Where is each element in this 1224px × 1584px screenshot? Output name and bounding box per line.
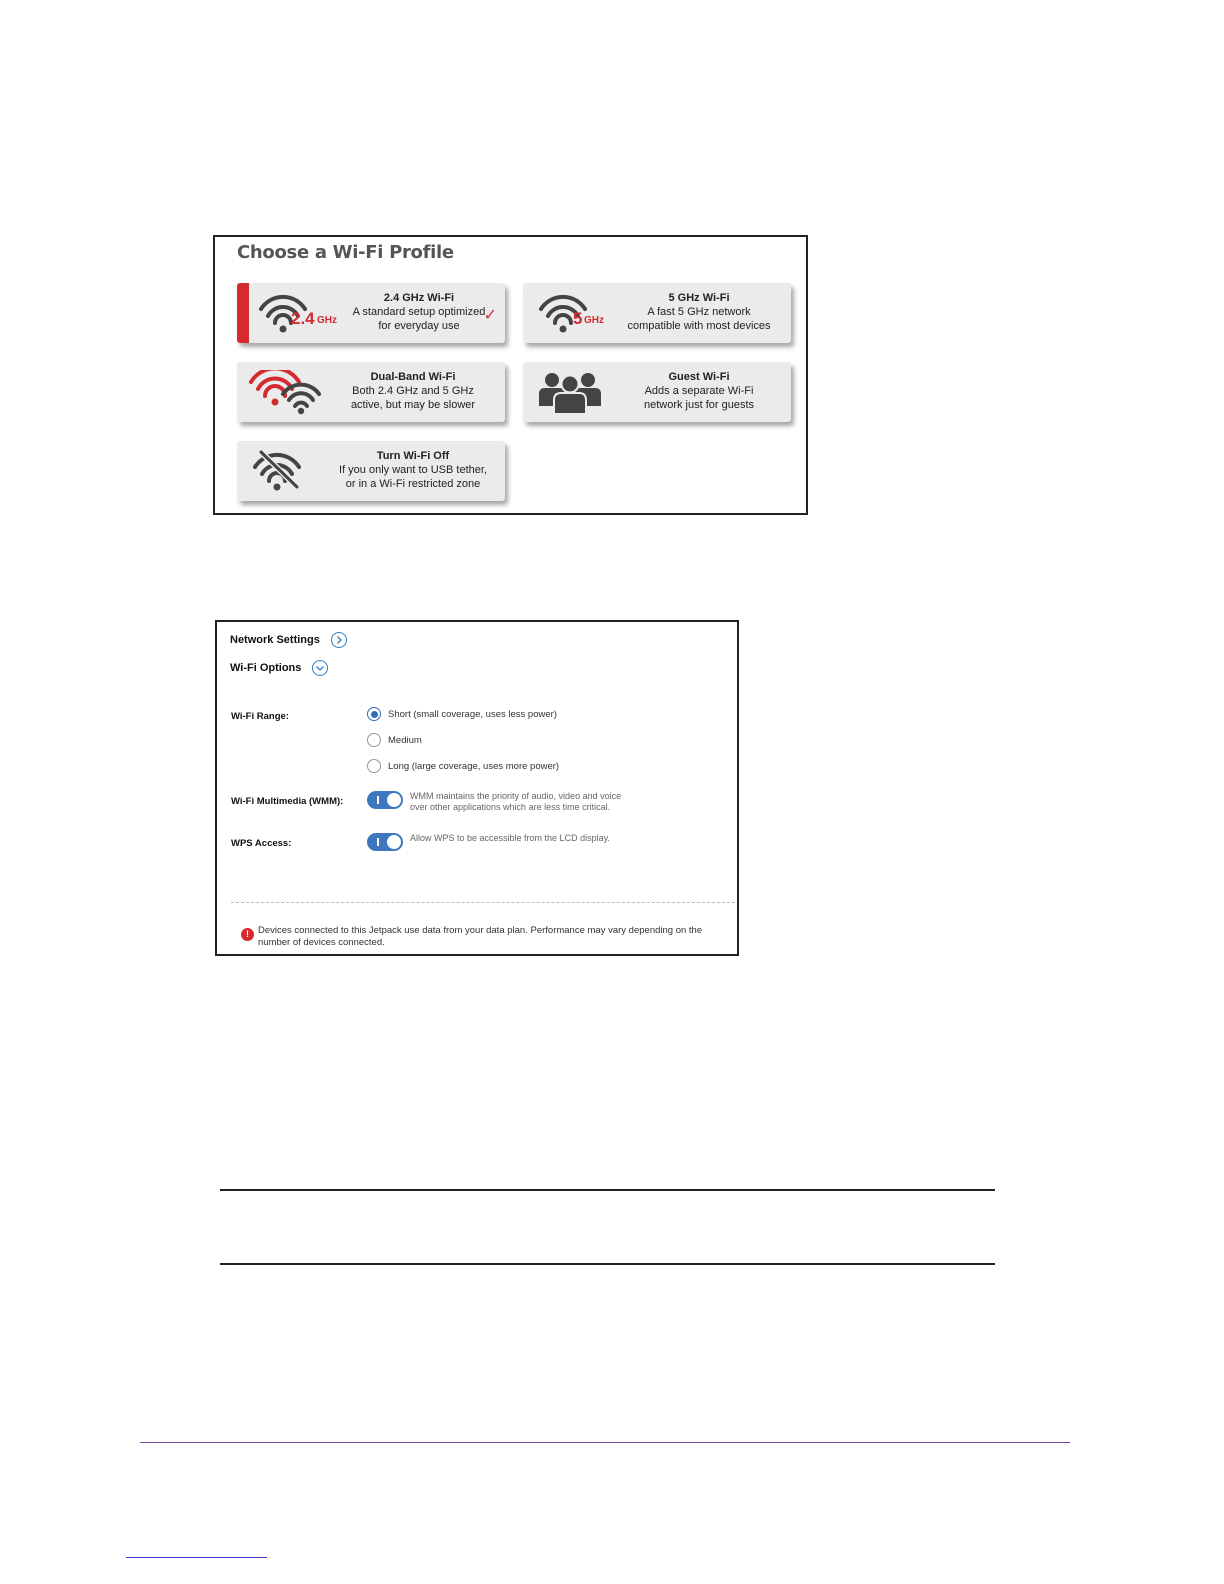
divider xyxy=(231,902,735,903)
data-usage-note: Devices connected to this Jetpack use data from your data plan. Performance may vary depending on the number of devices connected. xyxy=(258,925,703,948)
card-title: Guest Wi-Fi xyxy=(668,371,730,383)
wifi-2-4ghz-icon xyxy=(253,291,341,337)
card-title: Turn Wi-Fi Off xyxy=(376,450,450,462)
selected-check-icon: ✓ xyxy=(483,307,497,324)
wifi-off-icon xyxy=(247,449,335,495)
card-line1: A standard setup optimized xyxy=(352,306,486,318)
range-option-short[interactable] xyxy=(367,707,557,721)
profile-card-guest[interactable] xyxy=(523,362,791,422)
note-top-rule xyxy=(220,1189,995,1191)
guests-icon xyxy=(533,370,621,416)
card-title: Dual-Band Wi-Fi xyxy=(370,371,456,383)
card-line2: active, but may be slower xyxy=(350,399,476,411)
footer-link-underline xyxy=(126,1557,267,1558)
band-unit-5: GHz xyxy=(584,315,604,326)
wmm-toggle[interactable] xyxy=(367,791,403,809)
profile-panel-title: Choose a Wi-Fi Profile xyxy=(237,242,454,263)
range-medium-label: Medium xyxy=(388,734,422,746)
band-label-5: 5 xyxy=(573,309,583,328)
card-line1: Both 2.4 GHz and 5 GHz xyxy=(352,385,474,397)
radio-long[interactable] xyxy=(367,759,381,773)
range-option-long[interactable] xyxy=(367,759,559,773)
wifi-range-label: Wi-Fi Range: xyxy=(231,711,289,722)
wps-label: WPS Access: xyxy=(231,838,292,849)
wmm-description: WMM maintains the priority of audio, video and voice over other applications which are less time critical. xyxy=(410,791,622,812)
chevron-down-icon[interactable] xyxy=(312,660,328,676)
card-title: 2.4 GHz Wi-Fi xyxy=(383,292,455,304)
card-line1: Adds a separate Wi-Fi xyxy=(644,385,754,397)
network-settings-label: Network Settings xyxy=(230,633,320,646)
wifi-options-label: Wi-Fi Options xyxy=(230,661,302,674)
band-label-2-4: 2.4 xyxy=(291,309,315,328)
profile-card-2-4ghz[interactable] xyxy=(237,283,505,343)
profile-card-dual-band[interactable] xyxy=(237,362,505,422)
profile-card-5ghz[interactable] xyxy=(523,283,791,343)
range-option-medium[interactable] xyxy=(367,733,422,747)
wmm-label: Wi-Fi Multimedia (WMM): xyxy=(231,796,344,807)
wifi-profile-panel xyxy=(213,235,808,515)
chevron-right-icon[interactable] xyxy=(331,632,347,648)
note-bottom-rule xyxy=(220,1263,995,1265)
network-settings-toggle[interactable] xyxy=(230,632,347,648)
range-long-label: Long (large coverage, uses more power) xyxy=(388,760,560,772)
card-line2: or in a Wi-Fi restricted zone xyxy=(345,478,481,490)
band-unit-2-4: GHz xyxy=(317,315,337,326)
wifi-5ghz-icon xyxy=(533,291,621,337)
radio-medium[interactable] xyxy=(367,733,381,747)
card-title: 5 GHz Wi-Fi xyxy=(668,292,730,304)
wps-description: Allow WPS to be accessible from the LCD display. xyxy=(410,833,610,843)
footer-divider xyxy=(140,1442,1070,1443)
alert-icon: ! xyxy=(241,928,254,941)
card-line2: for everyday use xyxy=(378,320,460,332)
card-line1: If you only want to USB tether, xyxy=(339,464,487,476)
card-line1: A fast 5 GHz network xyxy=(647,306,751,318)
range-short-label: Short (small coverage, uses less power) xyxy=(388,708,557,720)
wifi-options-toggle[interactable] xyxy=(230,660,328,676)
wps-toggle[interactable] xyxy=(367,833,403,851)
radio-short[interactable] xyxy=(367,707,381,721)
profile-card-wifi-off[interactable] xyxy=(237,441,505,501)
dual-band-wifi-icon xyxy=(247,370,335,416)
card-line2: network just for guests xyxy=(643,399,755,411)
card-line2: compatible with most devices xyxy=(627,320,771,332)
wifi-options-panel xyxy=(215,620,739,956)
